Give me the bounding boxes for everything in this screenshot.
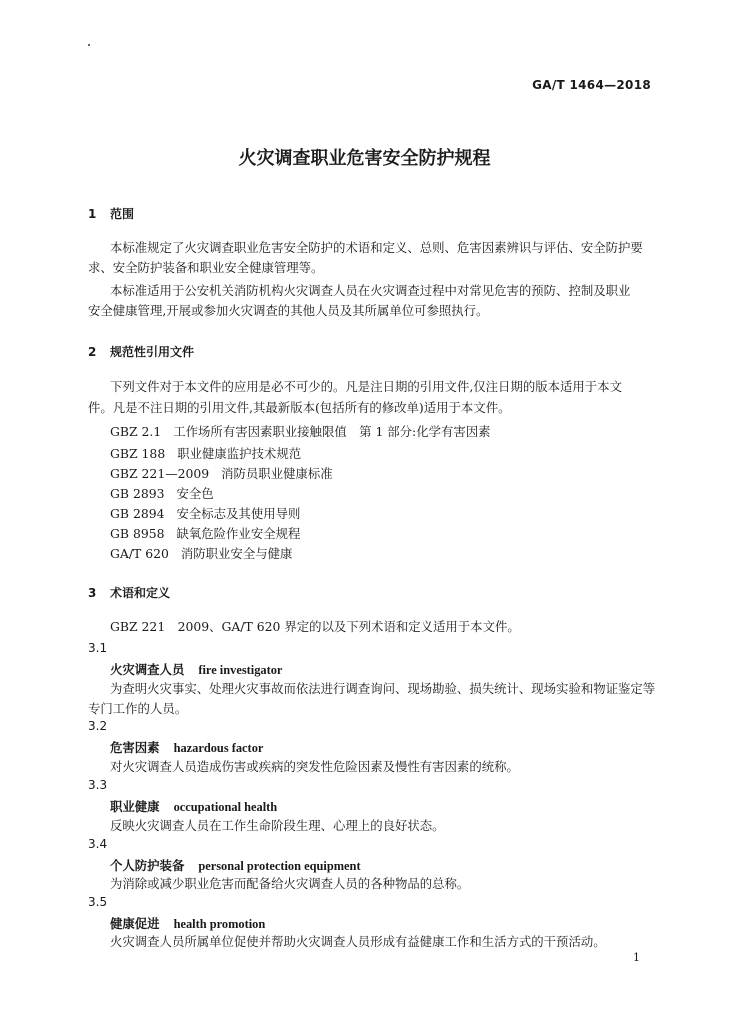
clause-number: 3.2 — [88, 719, 108, 733]
section-heading — [88, 343, 194, 360]
term-en: occupational health — [173, 800, 278, 814]
term-cn: 健康促进 — [110, 916, 160, 931]
term-heading — [110, 660, 282, 678]
clause-number: 3.4 — [88, 837, 108, 851]
reference-item — [110, 422, 491, 440]
scan-speck — [88, 44, 90, 46]
standard-number: GA/T 1464—2018 — [532, 78, 651, 92]
reference-item — [110, 484, 214, 502]
definition-line: 为查明火灾事实、处理火灾事故而依法进行调查询问、现场勘验、损失统计、现场实验和物证鉴定等 — [110, 681, 656, 696]
term-en: hazardous factor — [173, 741, 264, 755]
reference-item — [110, 464, 333, 482]
page-title: 火灾调查职业危害安全防护规程 — [238, 148, 491, 169]
term-cn: 危害因素 — [110, 740, 160, 755]
reference-title: 工作场所有害因素职业接触限值 第 1 部分:化学有害因素 — [173, 424, 491, 439]
term-heading — [110, 914, 265, 932]
definition-line: 反映火灾调查人员在工作生命阶段生理、心理上的良好状态。 — [110, 818, 445, 833]
reference-title: 消防员职业健康标准 — [221, 466, 333, 481]
term-heading — [110, 738, 263, 756]
reference-item — [110, 444, 301, 462]
reference-code: GB 2894 — [110, 506, 165, 521]
section-number: 2 — [88, 345, 97, 359]
reference-code: GB 2893 — [110, 486, 165, 501]
clause-number: 3.1 — [88, 641, 108, 655]
reference-title: 安全色 — [176, 486, 214, 501]
reference-code: GA/T 620 — [110, 546, 169, 561]
reference-code: GBZ 221—2009 — [110, 466, 210, 481]
clause-number: 3.5 — [88, 895, 108, 909]
section-title: 范围 — [110, 207, 135, 221]
term-en: health promotion — [173, 917, 266, 931]
paragraph-line: 安全健康管理,开展或参加火灾调查的其他人员及其所属单位可参照执行。 — [88, 303, 489, 318]
paragraph-line: GBZ 221 2009、GA/T 620 界定的以及下列术语和定义适用于本文件。 — [110, 619, 520, 634]
section-heading — [88, 205, 134, 222]
page-number: 1 — [633, 951, 640, 964]
reference-title: 消防职业安全与健康 — [180, 546, 293, 561]
reference-item — [110, 544, 292, 562]
section-number: 3 — [88, 586, 97, 600]
definition-line: 火灾调查人员所属单位促使并帮助火灾调查人员形成有益健康工作和生活方式的干预活动。 — [110, 934, 606, 949]
term-en: personal protection equipment — [198, 859, 361, 873]
term-cn: 职业健康 — [110, 799, 160, 814]
term-heading — [110, 797, 277, 815]
reference-code: GB 8958 — [110, 526, 165, 541]
clause-number: 3.3 — [88, 778, 108, 792]
paragraph-line: 件。凡是不注日期的引用文件,其最新版本(包括所有的修改单)适用于本文件。 — [88, 400, 511, 415]
term-cn: 个人防护装备 — [110, 858, 185, 873]
section-heading — [88, 584, 170, 601]
section-title: 规范性引用文件 — [110, 345, 195, 359]
reference-title: 安全标志及其使用导则 — [176, 506, 301, 521]
paragraph-line: 本标准规定了火灾调查职业危害安全防护的术语和定义、总则、危害因素辨识与评估、安全防护要 — [110, 240, 643, 255]
section-title: 术语和定义 — [110, 586, 171, 600]
definition-line: 对火灾调查人员造成伤害或疾病的突发性危险因素及慢性有害因素的统称。 — [110, 759, 519, 774]
paragraph-line: 下列文件对于本文件的应用是必不可少的。凡是注日期的引用文件,仅注日期的版本适用于本文 — [110, 379, 622, 394]
reference-code: GBZ 188 — [110, 446, 166, 461]
reference-item — [110, 524, 300, 542]
paragraph-line: 求、安全防护装备和职业安全健康管理等。 — [88, 260, 324, 275]
definition-line: 专门工作的人员。 — [88, 701, 188, 716]
definition-line: 为消除或减少职业危害而配备给火灾调查人员的各种物品的总称。 — [110, 876, 470, 891]
reference-title: 职业健康监护技术规范 — [177, 446, 302, 461]
reference-title: 缺氧危险作业安全规程 — [176, 526, 301, 541]
section-number: 1 — [88, 207, 97, 221]
reference-code: GBZ 2.1 — [110, 424, 162, 439]
term-heading — [110, 856, 361, 874]
term-cn: 火灾调查人员 — [110, 662, 185, 677]
paragraph-line: 本标准适用于公安机关消防机构火灾调查人员在火灾调查过程中对常见危害的预防、控制及职业 — [110, 283, 631, 298]
reference-item — [110, 504, 300, 522]
term-en: fire investigator — [198, 663, 283, 677]
